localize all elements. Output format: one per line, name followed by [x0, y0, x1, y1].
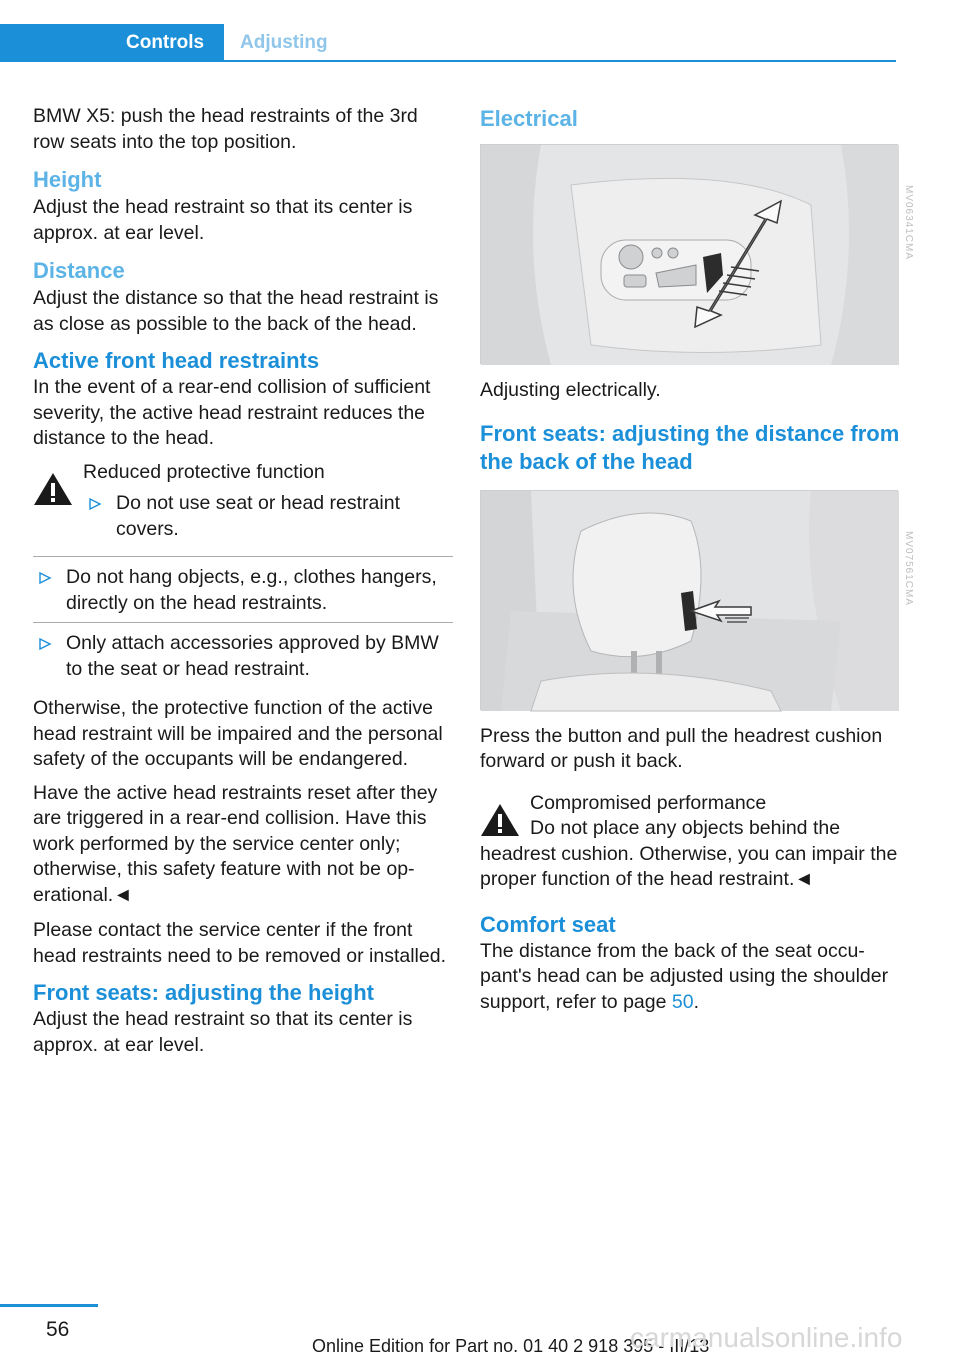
header-tabbar — [0, 24, 896, 62]
comfort-end: . — [693, 990, 699, 1013]
list-item-text: Do not hang objects, e.g., clothes hangers, directly on the head restraints. — [66, 566, 437, 614]
warning-list — [83, 491, 453, 548]
list-item — [33, 565, 453, 623]
front-height-heading: Front seats: adjusting the height — [33, 980, 375, 1005]
warning-triangle-icon — [480, 803, 520, 837]
page-number: 56 — [46, 1318, 70, 1341]
intro-text: BMW X5: push the head restraints of the 3rd row seats into the top position. — [33, 105, 418, 153]
list-item-text: Only attach accessories approved by BMW to the seat or head restraint. — [66, 632, 439, 680]
front-height-text: Adjust the head restraint so that its center is approx. at ear level. — [33, 1008, 413, 1056]
contact-text: Please contact the service center if the front head restraints need to be removed or installed. — [33, 919, 446, 967]
figure-caption: Adjusting electrically. — [480, 379, 661, 401]
warning-title: Compromised performance — [530, 791, 767, 814]
bullet-triangle-icon — [89, 498, 101, 510]
figure-code: MV06341CMA — [903, 185, 914, 261]
distance-text: Adjust the distance so that the head restraint is as close as possible to the back of the head. — [33, 287, 439, 335]
figure-caption: Press the button and pull the headrest cushion forward or push it back. — [480, 724, 883, 772]
comfort-text: The distance from the back of the seat occupant's head can be adjusted using the shoulder support, refer to page — [480, 939, 889, 1013]
warning-reduced-protection — [33, 460, 453, 549]
warning-compromised-performance — [480, 791, 900, 817]
list-item-text: Do not use seat or head restraint covers. — [116, 492, 400, 540]
headrest-figure — [480, 490, 914, 710]
bullet-triangle-icon — [39, 572, 51, 584]
comfort-seat-heading: Comfort seat — [480, 911, 616, 937]
bullet-triangle-icon — [39, 638, 51, 650]
seat-controls-figure — [480, 144, 914, 364]
otherwise-text: Otherwise, the protective function of the active head restraint will be impaired and the personal safety of the occupants will be endangered. — [33, 697, 443, 770]
warning-title: Reduced protective function — [83, 460, 325, 483]
warning-triangle-icon — [33, 472, 73, 506]
left-column — [33, 104, 453, 1066]
headrest-illustration — [481, 491, 899, 711]
front-distance-heading: Front seats: adjusting the distance from the back of the head — [480, 420, 900, 474]
right-column — [480, 104, 914, 1023]
list-item — [83, 491, 453, 548]
height-text: Adjust the head restraint so that its center is approx. at ear level. — [33, 196, 413, 244]
page-link[interactable]: 50 — [671, 990, 694, 1013]
electrical-heading: Electrical — [480, 106, 578, 131]
height-heading: Height — [33, 167, 102, 192]
list-item — [33, 631, 453, 688]
active-restraints-heading: Active front head restraints — [33, 348, 320, 373]
seat-controls-illustration — [481, 145, 899, 365]
watermark: carmanualsonline.info — [630, 1322, 903, 1353]
active-restraints-text: In the event of a rear-end collision of sufficient severity, the active head restraint reduces the distance to the head. — [33, 376, 431, 449]
edition-text: Online Edition for Part no. 01 40 2 918 395 - III/13 — [312, 1336, 710, 1356]
tab-adjusting[interactable]: Adjusting — [240, 32, 328, 53]
reset-text: Have the active head restraints reset after they are triggered in a rear-end collision. Have this work performed by the service center only; otherwise, this safety feature with not be operational.◄ — [33, 781, 438, 906]
figure-code: MV07561CMA — [903, 530, 914, 606]
comfort-seat-text — [480, 939, 900, 1016]
footer-accent-line — [0, 1304, 98, 1307]
warning-text: Do not place any objects behind the headrest cushion. Otherwise, you can impair the proper function of the head restraint.◄ — [480, 817, 898, 890]
distance-heading: Distance — [33, 258, 125, 283]
bullet-list — [33, 556, 453, 688]
tab-controls[interactable]: Controls — [0, 24, 224, 62]
